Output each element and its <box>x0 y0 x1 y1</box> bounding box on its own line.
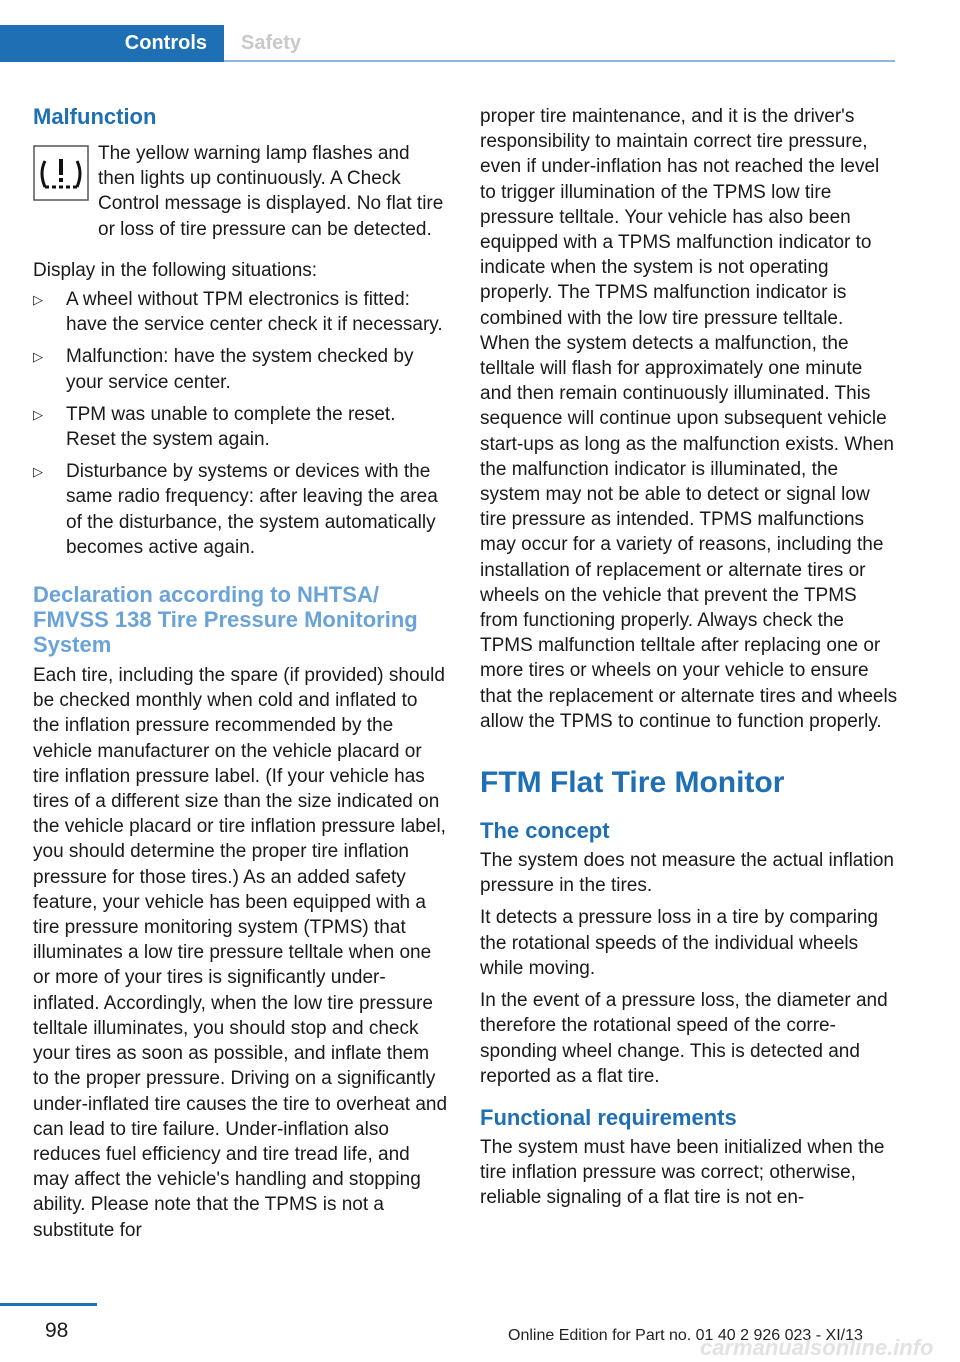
right-column <box>480 104 898 1211</box>
tab-controls[interactable]: Controls <box>0 25 224 62</box>
triangle-bullet-icon: ▷ <box>33 349 43 365</box>
list-item: ▷ Disturbance by systems or devices with the same radio frequency: after leaving the area of the disturbance, the system automatically becomes active again. <box>33 461 438 558</box>
triangle-bullet-icon: ▷ <box>33 406 43 422</box>
declaration-heading: Declaration according to NHTSA/ FMVSS 138 Tire Pressure Monitoring System <box>33 582 418 658</box>
concept-paragraph-3: In the event of a pressure loss, the diameter and therefore the rotational speed of the corresponding wheel change. This is detected and reported as a flat tire. <box>480 990 888 1087</box>
declaration-text: Each tire, including the spare (if provided) should be checked monthly when cold and inflated to the inflation pressure recommended by the vehicle manufacturer on the vehicle placard or tire inflation pressure label. (If your vehicle has tires of a different size than the size indicated on the vehicle placard or tire inflation pressure label, you should determine the proper tire inflation pressure for those tires.) As an added safety feature, your vehicle has been equipped with a tire pressure monitoring system (TPMS) that illuminates a low tire pressure telltale when one or more of your tires is significantly under-inflated. Accordingly, when the low tire pressure telltale illuminates, you should stop and check your tires as soon as possible, and inflate them to the proper pressure. Driving on a significantly under-inflated tire causes the tire to overheat and can lead to tire failure. Under-inflation also reduces fuel efficiency and tire tread life, and may affect the vehicle's handling and stopping ability. Please note that the TPMS is not a substitute for <box>33 665 448 1241</box>
tab-safety[interactable]: Safety <box>241 32 302 54</box>
list-item: ▷ TPM was unable to complete the reset. Reset the system again. <box>33 403 396 451</box>
left-column <box>33 104 448 1243</box>
concept-paragraph-2: It detects a pressure loss in a tire by comparing the rotational speeds of the individual wheels while moving. <box>480 907 879 979</box>
list-item: ▷ A wheel without TPM electronics is fitted: have the service center check it if necessary. <box>33 289 443 336</box>
malfunction-text: The yellow warning lamp flashes and then lights up continuously. A Check Control message is displayed. No flat tire or loss of tire pressure can be detected. <box>98 143 444 240</box>
watermark: carmanualsonline.info <box>700 1335 934 1360</box>
concept-paragraph-1: The system does not measure the actual inflation pressure in the tires. <box>480 850 895 897</box>
display-intro: Display in the following situations: <box>33 259 318 281</box>
triangle-bullet-icon: ▷ <box>33 464 43 480</box>
functional-requirements-heading: Functional requirements <box>480 1104 737 1130</box>
situation-list <box>33 287 448 560</box>
footer-rule <box>0 1303 97 1306</box>
functional-paragraph-1: The system must have been initialized when the tire inflation pressure was correct; otherwise, reliable signaling of a flat tire is not en- <box>480 1136 885 1209</box>
edition-text: Online Edition for Part no. 01 40 2 926 023 - XI/13 <box>508 1327 863 1344</box>
list-item: ▷ Malfunction: have the system checked by your service center. <box>33 346 414 393</box>
tab-divider <box>224 60 895 62</box>
tire-pressure-warning-icon <box>33 145 89 201</box>
page-number: 98 <box>45 1319 69 1342</box>
continued-text: proper tire maintenance, and it is the driver's responsibility to maintain correct tire pressure, even if under-inflation has not reached the level to trigger illumination of the TPMS low tire pressure telltale. Your vehicle has also been equipped with a TPMS malfunction indicator to indicate when the system is not operating properly. The TPMS malfunction indicator is combined with the low tire pressure telltale. When the system detects a malfunction, the telltale will flash for approximately one minute and then remain continuously illuminated. This sequence will continue upon subsequent vehicle start-ups as long as the malfunction exists. When the malfunction indicator is illuminated, the system may not be able to detect or signal low tire pressure as intended. TPMS malfunctions may occur for a variety of reasons, including the installation of replacement or alternate tires or wheels on the vehicle that prevent the TPMS from functioning properly. Always check the TPMS malfunction telltale after replacing one or more tires or wheels on your vehicle to ensure that the replacement or alternate tires and wheels allow the TPMS to continue to function properly. <box>480 106 898 732</box>
malfunction-heading: Malfunction <box>33 104 157 129</box>
ftm-heading: FTM Flat Tire Monitor <box>480 766 785 800</box>
concept-heading: The concept <box>480 818 610 844</box>
triangle-bullet-icon: ▷ <box>33 292 43 308</box>
header-tabs <box>0 25 895 62</box>
